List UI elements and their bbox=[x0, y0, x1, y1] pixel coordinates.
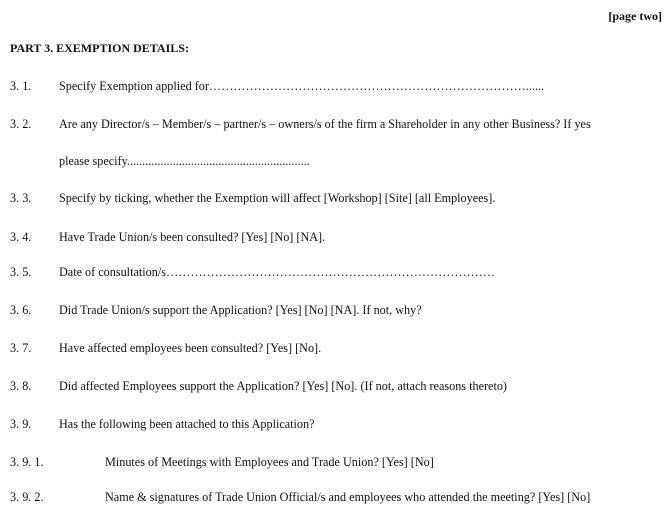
item-text-3-5: Date of consultation/s……………………………………………………………………… bbox=[59, 265, 496, 279]
item-text-3-1: Specify Exemption applied for……………………………………………………………………...... bbox=[59, 79, 545, 93]
page-label: [page two] bbox=[608, 9, 662, 23]
item-text-3-6: Did Trade Union/s support the Application? [Yes] [No] [NA]. If not, why? bbox=[59, 303, 422, 317]
item-text-3-9: Has the following been attached to this Application? bbox=[59, 417, 315, 431]
item-number-3-9-1: 3. 9. 1. bbox=[10, 455, 44, 469]
item-text-3-9-2: Name & signatures of Trade Union Official/s and employees who attended the meeting? [Yes] [No] bbox=[105, 490, 591, 504]
item-text-3-4: Have Trade Union/s been consulted? [Yes] [No] [NA]. bbox=[59, 230, 326, 244]
item-text-3-7: Have affected employees been consulted? [Yes] [No]. bbox=[59, 341, 322, 355]
item-number-3-3: 3. 3. bbox=[10, 191, 32, 205]
item-text-3-3: Specify by ticking, whether the Exemption will affect [Workshop] [Site] [all Employees]. bbox=[59, 191, 496, 205]
item-number-3-1: 3. 1. bbox=[10, 79, 32, 93]
item-number-3-7: 3. 7. bbox=[10, 341, 32, 355]
item-text-3-2: Are any Director/s – Member/s – partner/s – owners/s of the firm a Shareholder in any other Business? If yes bbox=[59, 117, 591, 131]
part-heading: PART 3. EXEMPTION DETAILS: bbox=[10, 41, 189, 55]
item-number-3-6: 3. 6. bbox=[10, 303, 32, 317]
item-number-3-9-2: 3. 9. 2. bbox=[10, 490, 44, 504]
item-number-3-4: 3. 4. bbox=[10, 230, 32, 244]
item-continuation-3-2: please specify............................................................ bbox=[59, 154, 310, 168]
item-text-3-8: Did affected Employees support the Application? [Yes] [No]. (If not, attach reasons thereto) bbox=[59, 379, 507, 393]
item-number-3-8: 3. 8. bbox=[10, 379, 32, 393]
item-text-3-9-1: Minutes of Meetings with Employees and Trade Union? [Yes] [No] bbox=[105, 455, 434, 469]
item-number-3-5: 3. 5. bbox=[10, 265, 32, 279]
item-number-3-9: 3. 9. bbox=[10, 417, 32, 431]
item-number-3-2: 3. 2. bbox=[10, 117, 32, 131]
